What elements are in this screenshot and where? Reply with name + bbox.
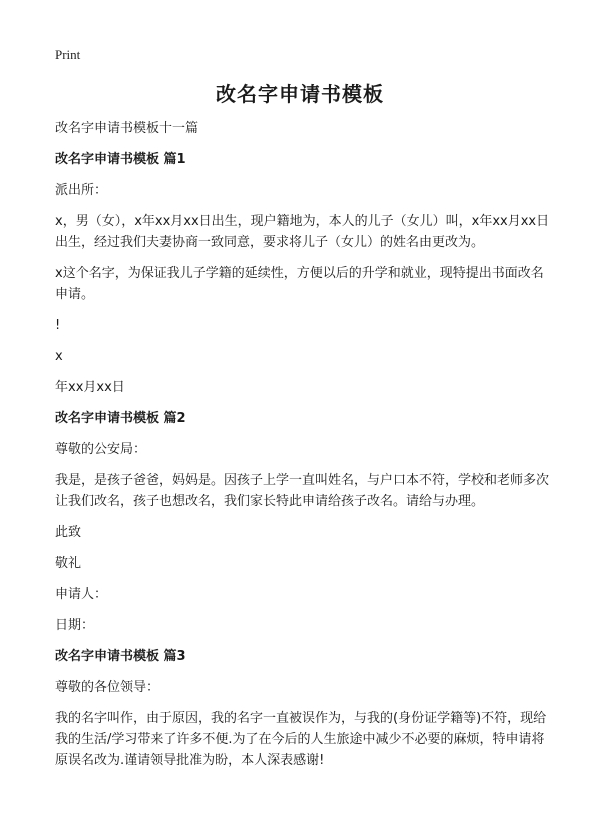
paragraph: 我的名字叫作，由于原因，我的名字一直被误作为，与我的(身份证学籍等)不符，现给我的生活/学习带来了许多不便.为了在今后的人生旅途中减少不必要的麻烦，特申请将原误名改为.谨请领导批准为盼，本人深表感谢!	[55, 711, 547, 768]
paragraph: !	[55, 318, 61, 333]
section-heading-3: 改名字申请书模板 篇3	[55, 649, 186, 664]
paragraph: 年xx月xx日	[55, 380, 125, 395]
paragraph: x这个名字，为保证我儿子学籍的延续性，方便以后的升学和就业，现特提出书面改名申请。	[55, 266, 544, 302]
paragraph: 尊敬的公安局：	[55, 442, 147, 457]
paragraph: 敬礼	[55, 556, 82, 571]
document-body	[55, 118, 555, 781]
document-title: 改名字申请书模板	[216, 82, 384, 106]
print-link[interactable]: Print	[55, 47, 81, 62]
paragraph: 日期：	[55, 618, 95, 633]
paragraph: x	[55, 349, 63, 364]
paragraph: 此致	[55, 525, 82, 540]
paragraph: 派出所：	[55, 183, 108, 198]
paragraph: 我是，是孩子爸爸，妈妈是。因孩子上学一直叫姓名，与户口本不符，学校和老师多次让我们改名，孩子也想改名，我们家长特此申请给孩子改名。请给与办理。	[55, 473, 550, 509]
paragraph: x，男（女），x年xx月xx日出生，现户籍地为，本人的儿子（女儿）叫，x年xx月xx日出生，经过我们夫妻协商一致同意，要求将儿子（女儿）的姓名由更改为。	[55, 214, 550, 250]
paragraph: 申请人：	[55, 587, 108, 602]
paragraph: 尊敬的各位领导：	[55, 680, 160, 695]
document-subtitle: 改名字申请书模板十一篇	[55, 121, 199, 136]
section-heading-1: 改名字申请书模板 篇1	[55, 152, 186, 167]
section-heading-2: 改名字申请书模板 篇2	[55, 411, 186, 426]
